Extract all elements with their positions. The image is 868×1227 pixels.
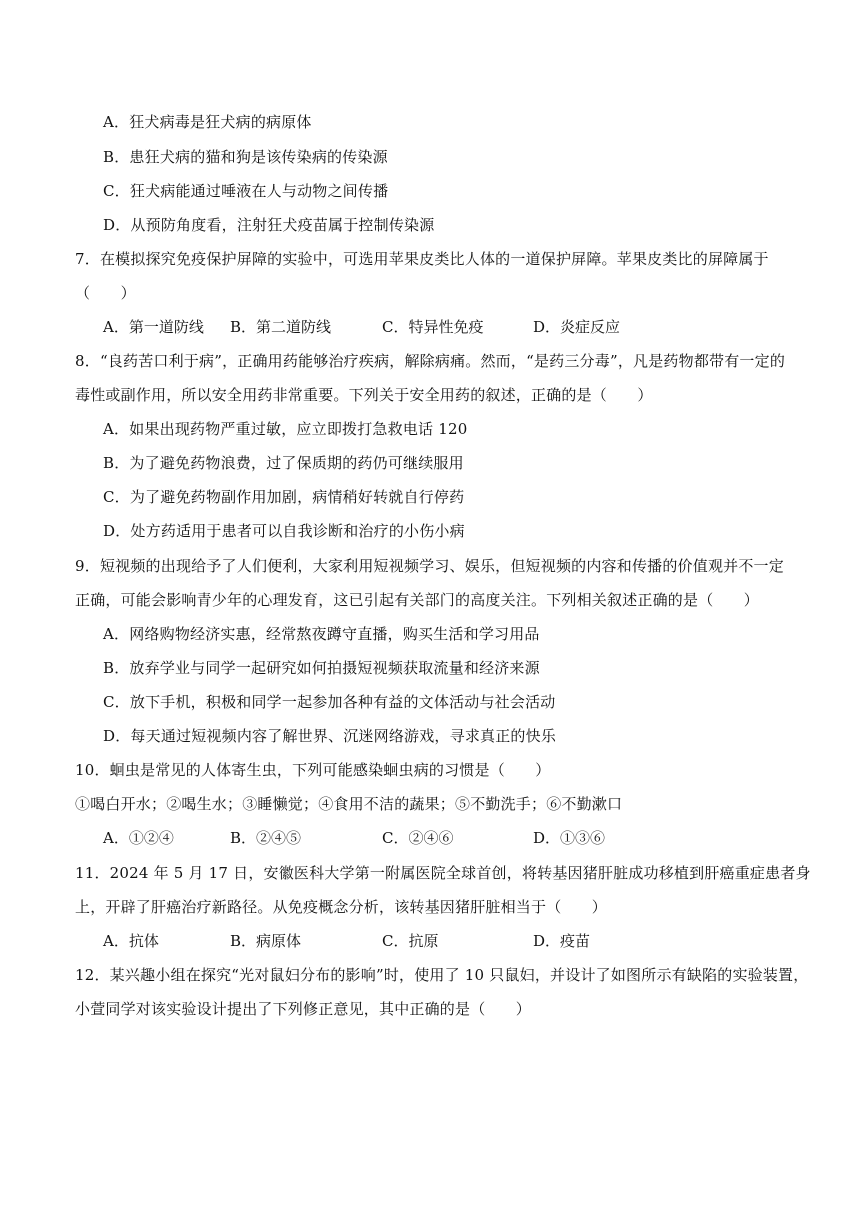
q10-stem-line2: ①喝白开水；②喝生水；③睡懒觉；④食用不洁的蔬果；⑤不勤洗手；⑥不勤漱口 bbox=[75, 795, 623, 813]
q9-option-d: D．每天通过短视频内容了解世界、沉迷网络游戏，寻求真正的快乐 bbox=[103, 727, 557, 745]
q11-option-c: C．抗原 bbox=[382, 932, 439, 950]
q10-option-d: D．①③⑥ bbox=[533, 829, 606, 847]
q7-option-c: C．特异性免疫 bbox=[382, 318, 484, 336]
q9-option-c: C．放下手机，积极和同学一起参加各种有益的文体活动与社会活动 bbox=[103, 693, 556, 711]
q11-stem-line1: 11．2024 年 5 月 17 日，安徽医科大学第一附属医院全球首创，将转基因猪肝脏成功移植到肝癌重症患者身 bbox=[75, 864, 811, 882]
q7-option-d: D．炎症反应 bbox=[533, 318, 621, 336]
q9-stem-line2: 正确，可能会影响青少年的心理发育，这已引起有关部门的高度关注。下列相关叙述正确的是（ ） bbox=[75, 591, 760, 609]
q10-stem-line1: 10．蛔虫是常见的人体寄生虫，下列可能感染蛔虫病的习惯是（ ） bbox=[75, 761, 551, 779]
q8-option-b: B．为了避免药物浪费，过了保质期的药仍可继续服用 bbox=[103, 454, 464, 472]
q6-option-a: A．狂犬病毒是狂犬病的病原体 bbox=[103, 113, 312, 131]
q7-option-b: B．第二道防线 bbox=[230, 318, 332, 336]
q12-stem-line1: 12．某兴趣小组在探究“光对鼠妇分布的影响”时，使用了 10 只鼠妇，并设计了如图所示有缺陷的实验装置， bbox=[75, 966, 809, 984]
q8-option-a: A．如果出现药物严重过敏，应立即拨打急救电话 120 bbox=[103, 420, 468, 438]
q8-stem-line2: 毒性或副作用，所以安全用药非常重要。下列关于安全用药的叙述，正确的是（ ） bbox=[75, 386, 653, 404]
q6-option-b: B．患狂犬病的猫和狗是该传染病的传染源 bbox=[103, 148, 388, 166]
q7-stem-line2: （ ） bbox=[75, 284, 136, 302]
q11-option-d: D．疫苗 bbox=[533, 932, 591, 950]
q9-stem-line1: 9．短视频的出现给予了人们便利，大家利用短视频学习、娱乐，但短视频的内容和传播的价值观并不一定 bbox=[75, 557, 784, 575]
q6-option-c: C．狂犬病能通过唾液在人与动物之间传播 bbox=[103, 182, 389, 200]
q6-option-d: D．从预防角度看，注射狂犬疫苗属于控制传染源 bbox=[103, 216, 435, 234]
q12-stem-line2: 小萱同学对该实验设计提出了下列修正意见，其中正确的是（ ） bbox=[75, 1000, 532, 1018]
q10-option-c: C．②④⑥ bbox=[382, 829, 454, 847]
q8-stem-line1: 8．“良药苦口利于病”，正确用药能够治疗疾病，解除病痛。然而，“是药三分毒”，凡是药物都带有一定的 bbox=[75, 352, 786, 370]
q7-stem-line1: 7．在模拟探究免疫保护屏障的实验中，可选用苹果皮类比人体的一道保护屏障。苹果皮类比的屏障属于 bbox=[75, 250, 769, 268]
q9-option-a: A．网络购物经济实惠，经常熬夜蹲守直播，购买生活和学习用品 bbox=[103, 625, 540, 643]
q8-option-d: D．处方药适用于患者可以自我诊断和治疗的小伤小病 bbox=[103, 522, 465, 540]
q10-option-a: A．①②④ bbox=[103, 829, 174, 847]
q9-option-b: B．放弃学业与同学一起研究如何拍摄短视频获取流量和经济来源 bbox=[103, 659, 540, 677]
q8-option-c: C．为了避免药物副作用加剧，病情稍好转就自行停药 bbox=[103, 488, 465, 506]
q11-stem-line2: 上，开辟了肝癌治疗新路径。从免疫概念分析，该转基因猪肝脏相当于（ ） bbox=[75, 898, 608, 916]
q7-option-a: A．第一道防线 bbox=[103, 318, 204, 336]
q10-option-b: B．②④⑤ bbox=[230, 829, 302, 847]
q11-option-a: A．抗体 bbox=[103, 932, 159, 950]
q11-option-b: B．病原体 bbox=[230, 932, 302, 950]
